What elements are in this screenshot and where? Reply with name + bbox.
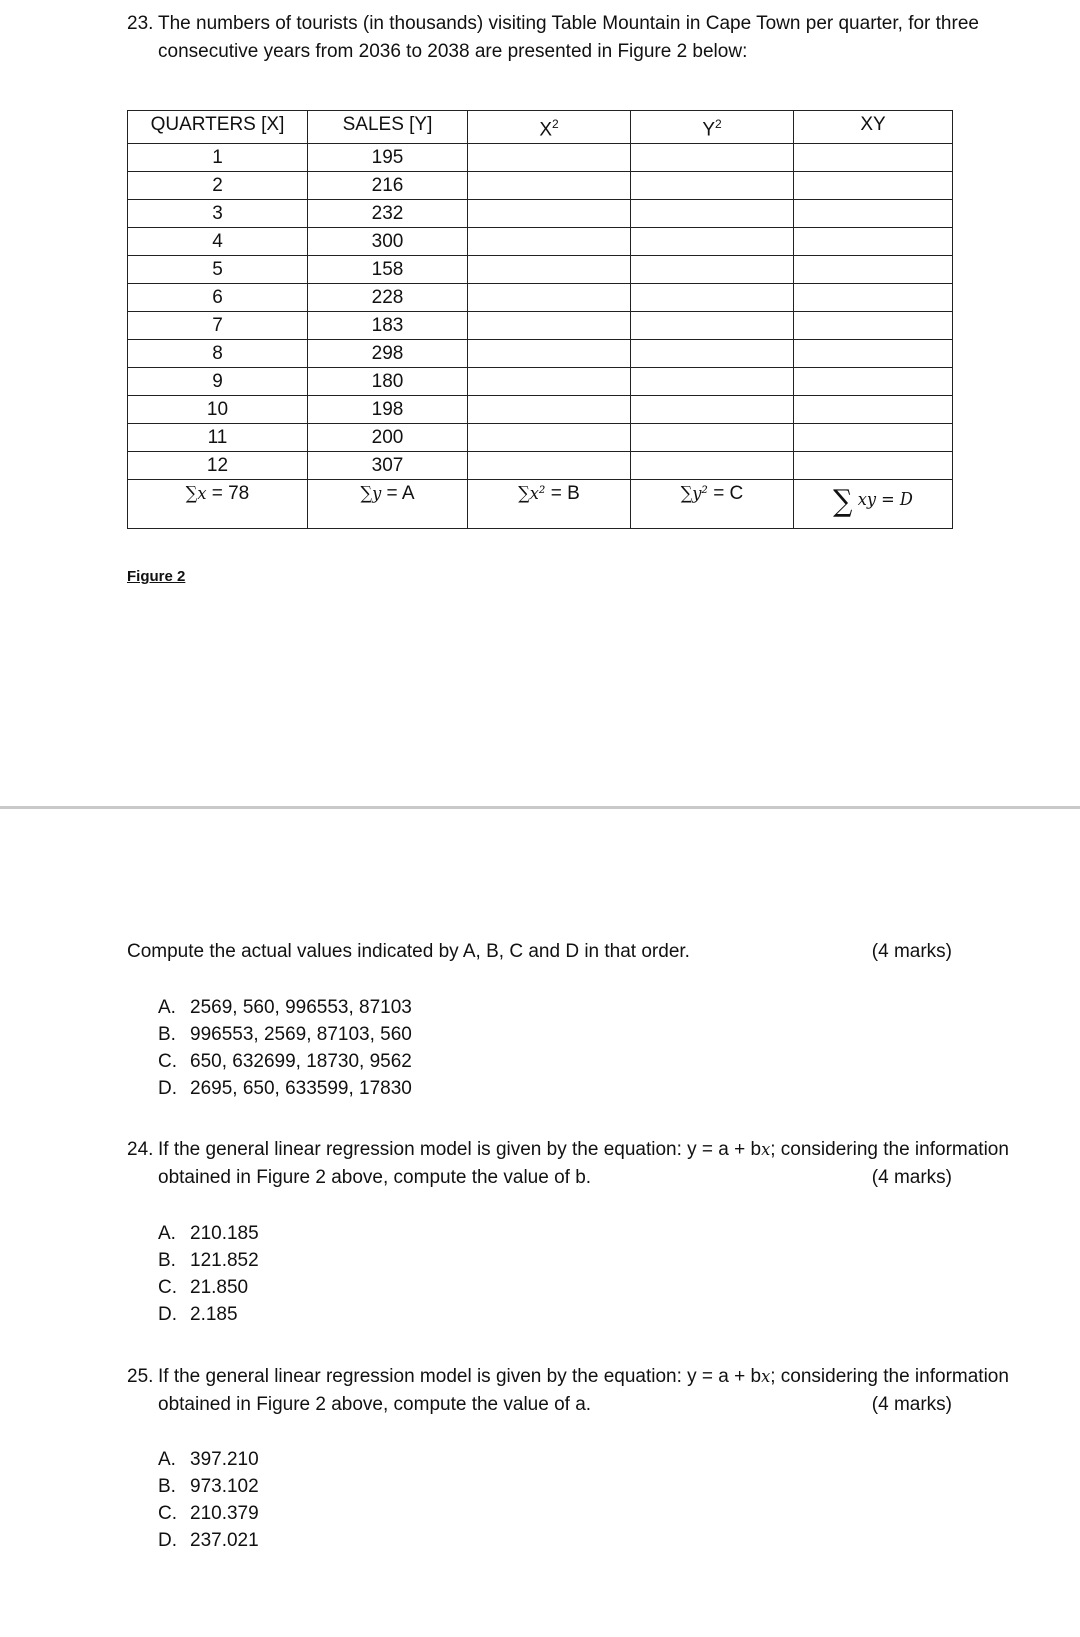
x-squared-cell: [468, 172, 631, 200]
x-squared-cell: [468, 228, 631, 256]
x-squared-cell: [468, 424, 631, 452]
q23-marks: (4 marks): [871, 941, 952, 962]
quarter-cell: 3: [128, 200, 308, 228]
option-text: 973.102: [190, 1476, 259, 1497]
option-text: 397.210: [190, 1449, 259, 1470]
y-squared-cell: [631, 228, 794, 256]
table-row: [128, 452, 953, 480]
quarter-cell: 9: [128, 368, 308, 396]
header-quarters: QUARTERS [X]: [128, 111, 308, 144]
option-text: 2.185: [190, 1304, 238, 1325]
answer-option: [158, 1301, 238, 1328]
quarter-cell: 6: [128, 284, 308, 312]
option-letter: A.: [158, 1449, 176, 1470]
sales-cell: 195: [308, 144, 468, 172]
answer-option: [158, 1220, 259, 1247]
sales-cell: 200: [308, 424, 468, 452]
quarter-cell: 7: [128, 312, 308, 340]
option-letter: C.: [158, 1277, 177, 1298]
option-letter: C.: [158, 1051, 177, 1072]
option-text: 2695, 650, 633599, 17830: [190, 1078, 412, 1099]
header-y-squared: $Y^2$: [631, 111, 794, 144]
quarter-cell: 4: [128, 228, 308, 256]
option-letter: B.: [158, 1476, 176, 1497]
option-letter: A.: [158, 1223, 176, 1244]
sum-y: ∑y = A: [308, 480, 468, 529]
x-squared-cell: [468, 144, 631, 172]
figure-caption: Figure 2: [127, 568, 186, 585]
sales-cell: 180: [308, 368, 468, 396]
option-text: 210.379: [190, 1503, 259, 1524]
sum-xy: ∑ xy = D: [794, 480, 953, 529]
option-text: 21.850: [190, 1277, 249, 1298]
quarter-cell: 10: [128, 396, 308, 424]
q24-marks: (4 marks): [871, 1167, 952, 1188]
x-squared-cell: [468, 200, 631, 228]
table-header-row: [128, 111, 953, 144]
table-row: [128, 396, 953, 424]
y-squared-cell: [631, 424, 794, 452]
sales-cell: 228: [308, 284, 468, 312]
answer-option: [158, 1446, 259, 1473]
x-squared-cell: [468, 368, 631, 396]
sales-cell: 198: [308, 396, 468, 424]
y-squared-cell: [631, 396, 794, 424]
x-squared-cell: [468, 256, 631, 284]
table-row: [128, 200, 953, 228]
quarter-cell: 5: [128, 256, 308, 284]
x-squared-cell: [468, 452, 631, 480]
y-squared-cell: [631, 452, 794, 480]
xy-cell: [794, 172, 953, 200]
header-xy: XY: [794, 111, 953, 144]
option-letter: B.: [158, 1024, 176, 1045]
x-squared-cell: [468, 284, 631, 312]
y-squared-cell: [631, 340, 794, 368]
xy-cell: [794, 340, 953, 368]
sales-cell: 307: [308, 452, 468, 480]
x-squared-cell: [468, 396, 631, 424]
xy-cell: [794, 228, 953, 256]
table-row: [128, 284, 953, 312]
xy-cell: [794, 396, 953, 424]
xy-cell: [794, 424, 953, 452]
option-letter: D.: [158, 1078, 177, 1099]
q24-text-line2: obtained in Figure 2 above, compute the value of b.: [158, 1167, 592, 1188]
answer-option: [158, 1527, 259, 1554]
table-row: [128, 424, 953, 452]
option-letter: C.: [158, 1503, 177, 1524]
quarter-cell: 12: [128, 452, 308, 480]
table-row: [128, 144, 953, 172]
q25-number: 25.: [127, 1366, 154, 1387]
answer-option: [158, 994, 412, 1021]
quarter-cell: 2: [128, 172, 308, 200]
y-squared-cell: [631, 256, 794, 284]
sales-cell: 298: [308, 340, 468, 368]
xy-cell: [794, 200, 953, 228]
quarter-cell: 1: [128, 144, 308, 172]
quarter-cell: 11: [128, 424, 308, 452]
table-row: [128, 228, 953, 256]
q23-number: 23.: [127, 13, 154, 34]
answer-option: [158, 1473, 259, 1500]
table-body: [128, 144, 953, 480]
answer-option: [158, 1247, 259, 1274]
sales-cell: 183: [308, 312, 468, 340]
answer-option: [158, 1021, 412, 1048]
y-squared-cell: [631, 172, 794, 200]
y-squared-cell: [631, 200, 794, 228]
sum-x: ∑x = 78: [128, 480, 308, 529]
quarter-cell: 8: [128, 340, 308, 368]
sum-y-squared: ∑y² = C: [631, 480, 794, 529]
sales-cell: 158: [308, 256, 468, 284]
y-squared-cell: [631, 312, 794, 340]
q23-prompt: Compute the actual values indicated by A, B, C and D in that order.: [127, 941, 690, 962]
page-divider: [0, 806, 1080, 809]
y-squared-cell: [631, 144, 794, 172]
header-sales: SALES [Y]: [308, 111, 468, 144]
x-squared-cell: [468, 312, 631, 340]
q25-text-line1: If the general linear regression model is given by the equation: y = a + bx; considering the information: [158, 1366, 1009, 1387]
y-squared-cell: [631, 368, 794, 396]
figure-2-table: [127, 110, 953, 529]
table-row: [128, 312, 953, 340]
xy-cell: [794, 284, 953, 312]
q24-text-line1: If the general linear regression model is given by the equation: y = a + bx; considering the information: [158, 1139, 1009, 1160]
y-squared-cell: [631, 284, 794, 312]
option-letter: D.: [158, 1304, 177, 1325]
option-text: 210.185: [190, 1223, 259, 1244]
q25-marks: (4 marks): [871, 1394, 952, 1415]
answer-option: [158, 1500, 259, 1527]
table-row: [128, 256, 953, 284]
option-text: 237.021: [190, 1530, 259, 1551]
xy-cell: [794, 144, 953, 172]
sales-cell: 216: [308, 172, 468, 200]
option-text: 996553, 2569, 87103, 560: [190, 1024, 412, 1045]
option-letter: B.: [158, 1250, 176, 1271]
answer-option: [158, 1274, 248, 1301]
q24-number: 24.: [127, 1139, 154, 1160]
option-letter: D.: [158, 1530, 177, 1551]
answer-option: [158, 1075, 412, 1102]
q23-text-line2: consecutive years from 2036 to 2038 are presented in Figure 2 below:: [158, 41, 748, 62]
sales-cell: 300: [308, 228, 468, 256]
xy-cell: [794, 312, 953, 340]
table-row: [128, 340, 953, 368]
header-x-squared: $X^2$: [468, 111, 631, 144]
xy-cell: [794, 368, 953, 396]
q25-text-line2: obtained in Figure 2 above, compute the value of a.: [158, 1394, 592, 1415]
xy-cell: [794, 452, 953, 480]
x-squared-cell: [468, 340, 631, 368]
answer-option: [158, 1048, 412, 1075]
option-text: 650, 632699, 18730, 9562: [190, 1051, 412, 1072]
table-row: [128, 172, 953, 200]
table-row: [128, 368, 953, 396]
xy-cell: [794, 256, 953, 284]
sales-cell: 232: [308, 200, 468, 228]
q23-text-line1: The numbers of tourists (in thousands) visiting Table Mountain in Cape Town per quarter, for three: [158, 13, 979, 34]
table-sum-row: [128, 480, 953, 529]
option-text: 121.852: [190, 1250, 259, 1271]
option-letter: A.: [158, 997, 176, 1018]
option-text: 2569, 560, 996553, 87103: [190, 997, 412, 1018]
sum-x-squared: ∑x² = B: [468, 480, 631, 529]
